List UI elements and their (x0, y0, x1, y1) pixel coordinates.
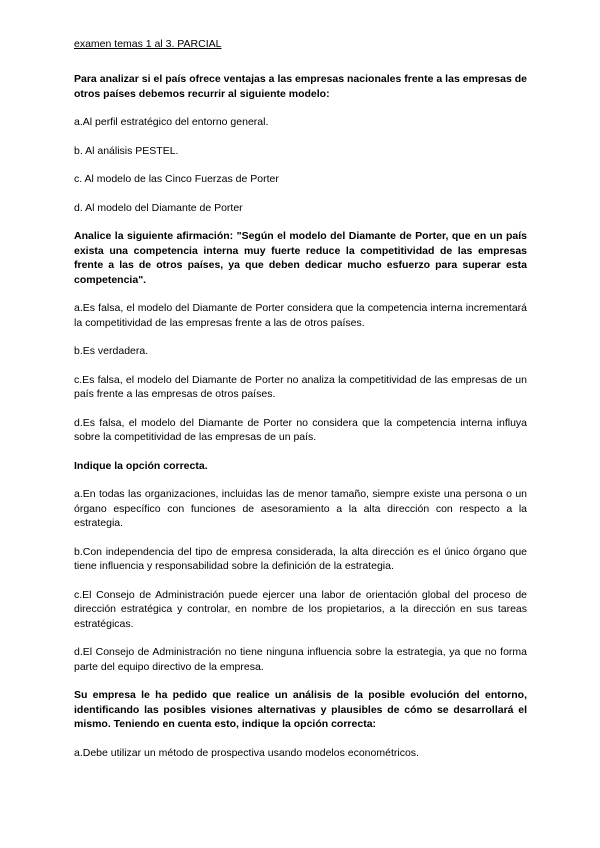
option-c: c.Es falsa, el modelo del Diamante de Porter no analiza la competitividad de las empresas de un país frente a las empresas de otros países. (74, 373, 527, 400)
option-c: c. Al modelo de las Cinco Fuerzas de Porter (74, 173, 279, 185)
option-b: b.Es verdadera. (74, 345, 149, 357)
question-block (74, 72, 527, 215)
option-a: a.Debe utilizar un método de prospectiva usando modelos econométricos. (74, 746, 419, 759)
question-text: Analice la siguiente afirmación: "Según el modelo del Diamante de Porter, que en un país exista una competencia interna muy fuerte reduce la competitividad de las empresas frente a las de otros países, ya que deben dedicar mucho esfuerzo para superar esta competencia". (74, 230, 527, 286)
option-b: b.Con independencia del tipo de empresa considerada, la alta dirección es el único órgano que tiene influencia y responsabilidad sobre la definición de la estrategia. (74, 545, 527, 572)
option-a: a.En todas las organizaciones, incluidas las de menor tamaño, siempre existe una persona o un órgano específico con funciones de asesoramiento a la alta dirección con respecto a la estrategia. (74, 488, 527, 529)
option-c: c.El Consejo de Administración puede ejercer una labor de orientación global del proceso de dirección estratégica y controlar, en nombre de los propietarios, a la dirección en sus tareas estratégicas. (74, 588, 527, 630)
option-b: b. Al análisis PESTEL. (74, 144, 179, 157)
question-text: Indique la opción correcta. (74, 459, 208, 472)
document-content (74, 72, 527, 774)
document-header: examen temas 1 al 3. PARCIAL (74, 38, 222, 50)
option-d: d.Es falsa, el modelo del Diamante de Porter no considera que la competencia interna influya sobre la competitividad de las empresas de un país. (74, 416, 527, 443)
question-text: Para analizar si el país ofrece ventajas a las empresas nacionales frente a las empresas de otros países debemos recurrir al siguiente modelo: (74, 73, 527, 100)
option-d: d. Al modelo del Diamante de Porter (74, 201, 243, 214)
question-block (74, 688, 527, 760)
question-block (74, 229, 527, 445)
question-text: Su empresa le ha pedido que realice un análisis de la posible evolución del entorno, identificando las posibles visiones alternativas y plausibles de cómo se desarrollará el mismo. Teniendo en cuenta esto, indique la opción correcta: (74, 689, 527, 730)
question-block (74, 459, 527, 675)
option-d: d.El Consejo de Administración no tiene ninguna influencia sobre la estrategia, ya que no forma parte del equipo directivo de la empresa. (74, 646, 527, 673)
option-a: a.Al perfil estratégico del entorno general. (74, 116, 269, 128)
option-a: a.Es falsa, el modelo del Diamante de Porter considera que la competencia interna incrementará la competitividad de las empresas frente a las de otros países. (74, 302, 527, 329)
